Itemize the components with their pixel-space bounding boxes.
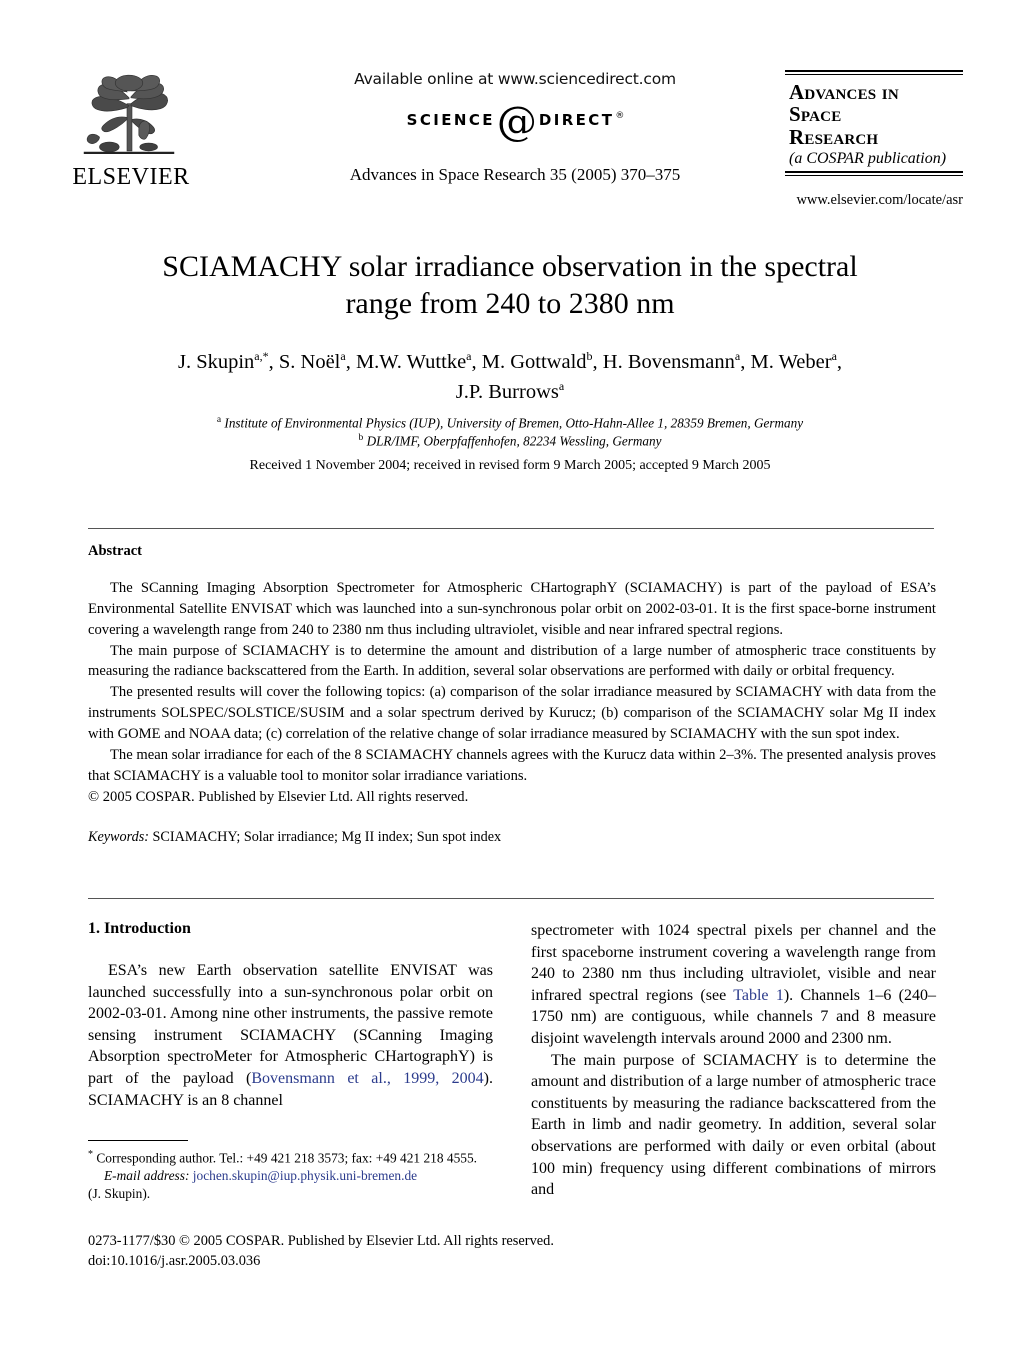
author-name: M. Gottwald [481,351,587,374]
section-heading-introduction: 1. Introduction [88,920,191,937]
journal-masthead [785,70,965,209]
abstract-heading: Abstract [88,543,142,559]
author-name: J. Skupin [177,351,255,374]
affiliation-item [110,432,910,450]
affiliation-list [110,414,910,450]
author-mark: a [734,349,741,364]
footnote-email-attribution: (J. Skupin). [88,1186,151,1202]
keywords-value: SCIAMACHY; Solar irradiance; Mg II index; Sun spot index [152,829,502,846]
abstract-paragraph: The main purpose of SCIAMACHY is to determine the amount and distribution of a large number of atmospheric trace constituents by measuring the radiance backscattered from the Earth. In addition, several solar observations are performed with daily or orbital frequency. [88,642,936,680]
column-right [531,920,936,1201]
available-online-text: Available online at www.sciencedirect.com [354,70,676,88]
keywords-label: Keywords: [88,829,149,846]
body-paragraph [88,960,493,1111]
elsevier-tree-icon [70,68,188,163]
body-text: ESA’s new Earth observation satellite ENVISAT was launched successfully into a sun-synchronous polar orbit on 2002-03-01. Among nine other instruments, the passive remote sensing instrument SCIAMACHY (SCanning Imaging Absorption spectroMeter for Atmospheric CHartographY) is part of the payload ( [88,962,493,1087]
body-text: ). SCIAMACHY is an 8 channel [88,1069,493,1109]
abstract-paragraph: The SCanning Imaging Absorption Spectrometer for Atmospheric CHartographY (SCIAMACHY) is part of the payload of ESA’s Environmental Satellite ENVISAT which was launched into a sun-synchronous polar orbit on 2002-03-01. It is the first space-borne instrument covering a wavelength range from 240 to 2380 nm thus including ultraviolet, visible and near infrared spectral regions. [88,580,936,638]
affiliation-text: Institute of Environmental Physics (IUP), University of Bremen, Otto-Hahn-Allee 1, 28359 Bremen, Germany [224,415,804,431]
journal-citation: Advances in Space Research 35 (2005) 370–375 [349,165,681,184]
page-title [110,248,910,322]
author-mark: a [831,349,837,364]
footnote-marker: * [88,1149,93,1160]
footnote-corresponding-text: Corresponding author. Tel.: +49 421 218 3573; fax: +49 421 218 4555. [96,1150,478,1166]
body-text: ). Channels 1–6 (240–1750 nm) are contiguous, while channels 7 and 8 measure disjoint wavelength intervals around 2000 and 2300 nm. [531,986,936,1047]
journal-subtitle: (a COSPAR publication) [789,150,947,168]
journal-title-block [785,75,965,171]
column-left [88,920,493,1111]
author-mark: a [558,379,565,394]
abstract-rule-top [88,528,934,529]
sciencedirect-block [290,70,740,185]
author-name: H. Bovensmann [602,351,735,374]
received-dates: Received 1 November 2004; received in revised form 9 March 2005; accepted 9 March 2005 [249,458,771,473]
footnote-email [88,1167,493,1185]
paper-title-line-2: range from 240 to 2380 nm [345,287,675,321]
author-mark: b [586,349,593,364]
email-label: E-mail address: [104,1168,190,1184]
footnote-corresponding [88,1148,493,1167]
author-name: J.P. Burrows [455,381,559,404]
table-1-link[interactable]: Table 1 [733,986,784,1004]
abstract-rule-bottom [88,898,934,899]
affiliation-text: DLR/IMF, Oberpfaffenhofen, 82234 Wessling, Germany [366,433,662,449]
elsevier-wordmark: ELSEVIER [72,164,190,190]
body-text: spectrometer with 1024 spectral pixels per channel and the first spaceborne instrument covering a wavelength range from 240 to 2380 nm thus including ultraviolet, visible and near infrared spectral regions (see [531,922,936,1004]
author-name: S. Noël [278,351,341,374]
author-name: M.W. Wuttke [355,351,467,374]
abstract-section [88,543,936,846]
journal-url[interactable]: www.elsevier.com/locate/asr [796,192,963,209]
author-mark: a [466,349,472,364]
sciencedirect-at-icon: @ [496,99,537,145]
author-name: M. Weber [750,351,832,374]
author-list: J. Skupin$^{a,*}$, S. Noël$^a$, M.W. Wuttke$^a$, M. Gottwald$^b$, H. Bovensmann$^a$, M. Weber$^a$, J.P. Burrows$^a$ [177,349,843,404]
abstract-copyright: © 2005 COSPAR. Published by Elsevier Ltd. All rights reserved. [88,788,469,805]
affiliation-mark: a [216,415,222,425]
doi-line[interactable]: doi:10.1016/j.asr.2005.03.036 [88,1252,261,1269]
footnote-rule [88,1140,188,1141]
author-mark: a [340,349,346,364]
keywords [88,829,936,846]
masthead [60,60,965,215]
abstract-paragraph: The mean solar irradiance for each of the 8 SCIAMACHY channels agrees with the Kurucz data within 2–3%. The presented analysis proves that SCIAMACHY is a valuable tool to monitor solar irradiance variations. [88,746,936,784]
body-paragraph [531,920,936,1050]
masthead-rule-bottom [785,171,963,176]
paper-title-line-1: SCIAMACHY solar irradiance observation in the spectral [162,250,858,283]
abstract-paragraph: The presented results will cover the following topics: (a) comparison of the solar irradiance measured by SCIAMACHY with data from the instruments SOLSPEC/SOLSTICE/SUSIM and a solar spectrum derived by Kurucz; (b) comparison of the SCIAMACHY solar Mg II index with GOME and NOAA data; (c) correlation of the relative change of solar irradiance measured by SCIAMACHY with the sun spot index. [88,684,936,743]
sciencedirect-word-science: SCIENCE [406,111,495,129]
journal-title-line-3: Research [789,124,879,149]
sciencedirect-word-direct: DIRECT [538,111,615,129]
journal-title-line-2: Space [789,102,842,127]
affiliation-mark: b [358,432,364,443]
registered-trademark-icon: ® [615,111,625,121]
author-mark: a,* [254,349,269,364]
affiliation-item [110,414,910,432]
citation-link-bovensmann[interactable]: Bovensmann et al., 1999, 2004 [251,1069,484,1087]
email-link[interactable]: jochen.skupin@iup.physik.uni-bremen.de [192,1168,418,1184]
title-block [110,248,910,408]
elsevier-logo [70,68,200,198]
issn-copyright-line: 0273-1177/$30 © 2005 COSPAR. Published by Elsevier Ltd. All rights reserved. [88,1233,554,1249]
sciencedirect-logo [290,99,740,145]
corresponding-author-footnote [88,1140,493,1203]
page-footer [88,1232,688,1272]
body-paragraph: The main purpose of SCIAMACHY is to determine the amount and distribution of a large number of atmospheric trace constituents by measuring the radiance backscattered from the Earth in limb and nadir geometry. In addition, several solar observations are performed with daily or even orbital (about 100 min) frequency using different combinations of mirrors and [531,1051,936,1199]
journal-title-line-1: Advances in [789,80,899,104]
